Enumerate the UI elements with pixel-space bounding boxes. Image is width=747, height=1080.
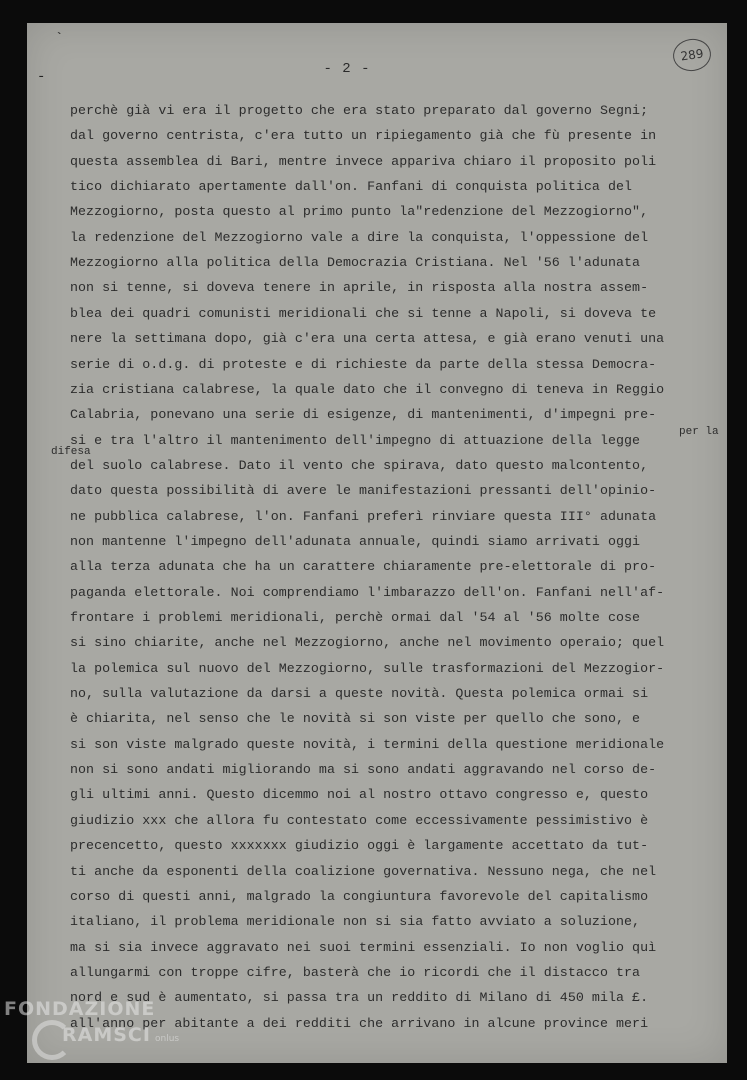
text-line: blea dei quadri comunisti meridionali che si tenne a Napoli, si doveva te (70, 305, 657, 321)
watermark-text: FONDAZIONE (4, 998, 156, 1020)
text-line: giudizio xxx che allora fu contestato come eccessivamente pessimistivo è (70, 812, 649, 828)
text-line: questa assemblea di Bari, mentre invece appariva chiaro il proposito poli (70, 153, 657, 169)
text-line: Calabria, ponevano una serie di esigenze, di mantenimenti, d'impegni pre- (70, 407, 657, 423)
text-line: Mezzogiorno alla politica della Democrazia Cristiana. Nel '56 l'adunata (70, 255, 641, 271)
text-line: ti anche da esponenti della coalizione governativa. Nessuno nega, che nel (70, 863, 657, 879)
text-line: Mezzogiorno, posta questo al primo punto la"redenzione del Mezzogiorno", (70, 204, 649, 220)
text-line: paganda elettorale. Noi comprendiamo l'imbarazzo dell'on. Fanfani nell'af- (70, 584, 665, 600)
text-line: la redenzione del Mezzogiorno vale a dire la conquista, l'oppessione del (70, 229, 649, 245)
text-line: serie di o.d.g. di proteste e di richieste da parte della stessa Democra- (70, 356, 657, 372)
text-line: dal governo centrista, c'era tutto un ripiegamento già che fù presente in (70, 128, 657, 144)
text-line: ma si sia invece aggravato nei suoi termini essenziali. Io non voglio quì (70, 939, 657, 955)
text-line: ne pubblica calabrese, l'on. Fanfani preferì rinviare questa III° adunata (70, 508, 657, 524)
text-line: si son viste malgrado queste novità, i termini della questione meridionale (70, 736, 665, 752)
text-line: perchè già vi era il progetto che era stato preparato dal governo Segni; (70, 103, 649, 118)
text-line: all'anno per abitante a dei redditi che arrivano in alcune province meri (70, 1015, 649, 1031)
text-line: nere la settimana dopo, già c'era una certa attesa, e già erano venuti una (70, 331, 665, 347)
margin-annotation: difesa (51, 446, 91, 458)
text-line: non mantenne l'impegno dell'adunata annuale, quindi siamo arrivati oggi (70, 533, 641, 549)
text-line: no, sulla valutazione da darsi a queste novità. Questa polemica ormai si (70, 686, 649, 702)
text-line: precencetto, questo xxxxxxx giudizio oggi è largamente accettato da tut- (70, 838, 649, 854)
watermark-logo (4, 998, 224, 1078)
text-line: si e tra l'altro il mantenimento dell'impegno di attuazione della legge (70, 432, 641, 448)
text-line: corso di questi anni, malgrado la congiuntura favorevole del capitalismo (70, 888, 649, 904)
text-line: si sino chiarite, anche nel Mezzogiorno, anche nel movimento operaio; quel (70, 635, 665, 651)
text-line: allungarmi con troppe cifre, basterà che io ricordi che il distacco tra (70, 964, 641, 980)
document-page (27, 23, 727, 1063)
handwritten-annotation: per la (679, 426, 719, 438)
margin-mark: - (37, 69, 46, 85)
watermark-suffix: onlus (155, 1034, 180, 1044)
text-line: del suolo calabrese. Dato il vento che spirava, dato questo malcontento, (70, 457, 649, 473)
text-line: la polemica sul nuovo del Mezzogiorno, sulle trasformazioni del Mezzogior- (70, 660, 665, 676)
text-line: dato questa possibilità di avere le manifestazioni pressanti dell'opinio- (70, 483, 657, 499)
text-line: zia cristiana calabrese, la quale dato che il convegno di teneva in Reggio (70, 381, 665, 397)
text-line: frontare i problemi meridionali, perchè ormai dal '54 al '56 molte cose (70, 610, 641, 625)
text-line: non si sono andati migliorando ma si sono andati aggravando nel corso de- (70, 762, 657, 778)
text-line: tico dichiarato apertamente dall'on. Fanfani di conquista politica del (70, 179, 633, 195)
text-line: nord e sud è aumentato, si passa tra un reddito di Milano di 450 mila £. (70, 990, 649, 1006)
archive-number-stamp: 289 (671, 37, 713, 74)
text-line: alla terza adunata che ha un carattere chiaramente pre-elettorale di pro- (70, 559, 657, 575)
text-line: è chiarita, nel senso che le novità si son viste per quello che sono, e (70, 711, 641, 727)
text-line: italiano, il problema meridionale non si sia fatto avviato a soluzione, (70, 914, 641, 930)
margin-mark: ` (55, 31, 64, 47)
text-line: non si tenne, si doveva tenere in aprile, in risposta alla nostra assem- (70, 280, 649, 296)
page-number: - 2 - (323, 61, 371, 77)
text-line: gli ultimi anni. Questo dicemmo noi al nostro ottavo congresso e, questo (70, 787, 649, 803)
watermark-text: RAMSCI (62, 1024, 151, 1046)
